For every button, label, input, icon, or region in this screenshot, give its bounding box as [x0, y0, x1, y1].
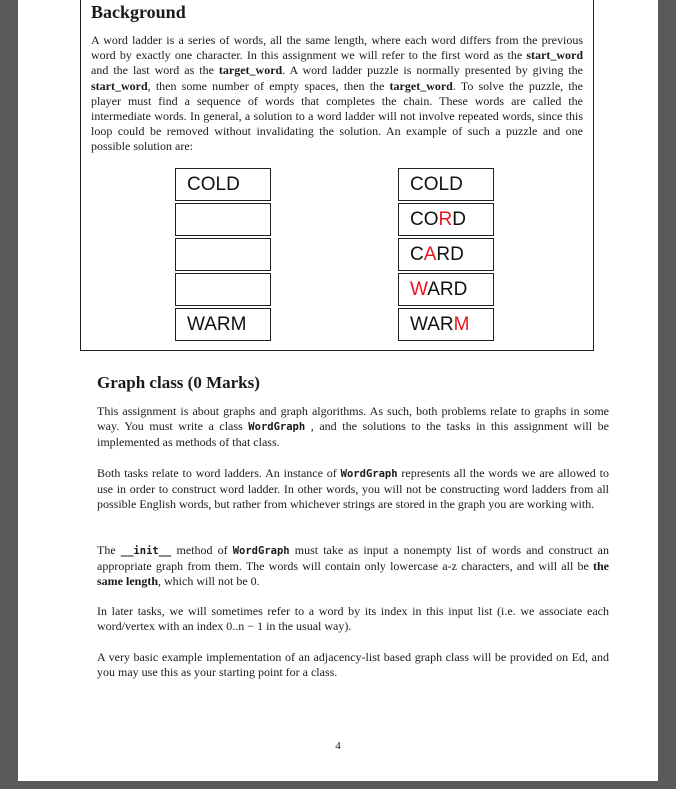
page-number: 4	[335, 740, 341, 752]
section-title: Graph class (0 Marks)	[97, 373, 260, 392]
puzzle-cell: WARM	[175, 308, 271, 341]
background-box	[80, 0, 594, 351]
graph-paragraph-5: A very basic example implementation of an adjacency-list based graph class will be provided on Ed, and you may use this as your starting point for a class.	[97, 650, 609, 680]
graph-paragraph-2: Both tasks relate to word ladders. An instance of WordGraph represents all the words we are allowed to use in order to construct word ladder. In other words, you will not be constructing word ladders from all possible English words, but rather from whichever strings are stored in the graph you are working with.	[97, 466, 609, 512]
background-title: Background	[91, 2, 186, 22]
puzzle-cell-empty	[175, 273, 271, 306]
solution-cell: CARD	[398, 238, 494, 271]
puzzle-cell-empty	[175, 238, 271, 271]
solution-cell: CORD	[398, 203, 494, 236]
puzzle-cell: COLD	[175, 168, 271, 201]
background-paragraph: A word ladder is a series of words, all the same length, where each word differs from the previous word by exactly one character. In this assignment we will refer to the first word as the start_word and the last word as the target_word. A word ladder puzzle is normally presented by giving the start_word, then some number of empty spaces, then the target_word. To solve the puzzle, the player must find a sequence of words that completes the chain. These words are called the intermediate words. In general, a solution to a word ladder will not involve repeated words, since this loop could be removed without invalidating the solution. An example of such a puzzle and one possible solution are:	[91, 33, 583, 154]
solution-cell: WARD	[398, 273, 494, 306]
solution-ladder	[398, 168, 494, 343]
puzzle-cell-empty	[175, 203, 271, 236]
graph-paragraph-1: This assignment is about graphs and graph algorithms. As such, both problems relate to graphs in some way. You must write a class WordGraph , and the solutions to the tasks in this assignment will be implemented as methods of that class.	[97, 404, 609, 450]
graph-paragraph-4: In later tasks, we will sometimes refer to a word by its index in this input list (i.e. we associate each word/vertex with an index 0..n − 1 in the usual way).	[97, 604, 609, 634]
solution-cell: COLD	[398, 168, 494, 201]
puzzle-ladder	[175, 168, 271, 343]
document-page	[18, 0, 658, 781]
solution-cell: WARM	[398, 308, 494, 341]
graph-paragraph-3: The __init__ method of WordGraph must take as input a nonempty list of words and construct an appropriate graph from them. The words will contain only lowercase a-z characters, and will all be the same length, which will not be 0.	[97, 543, 610, 589]
